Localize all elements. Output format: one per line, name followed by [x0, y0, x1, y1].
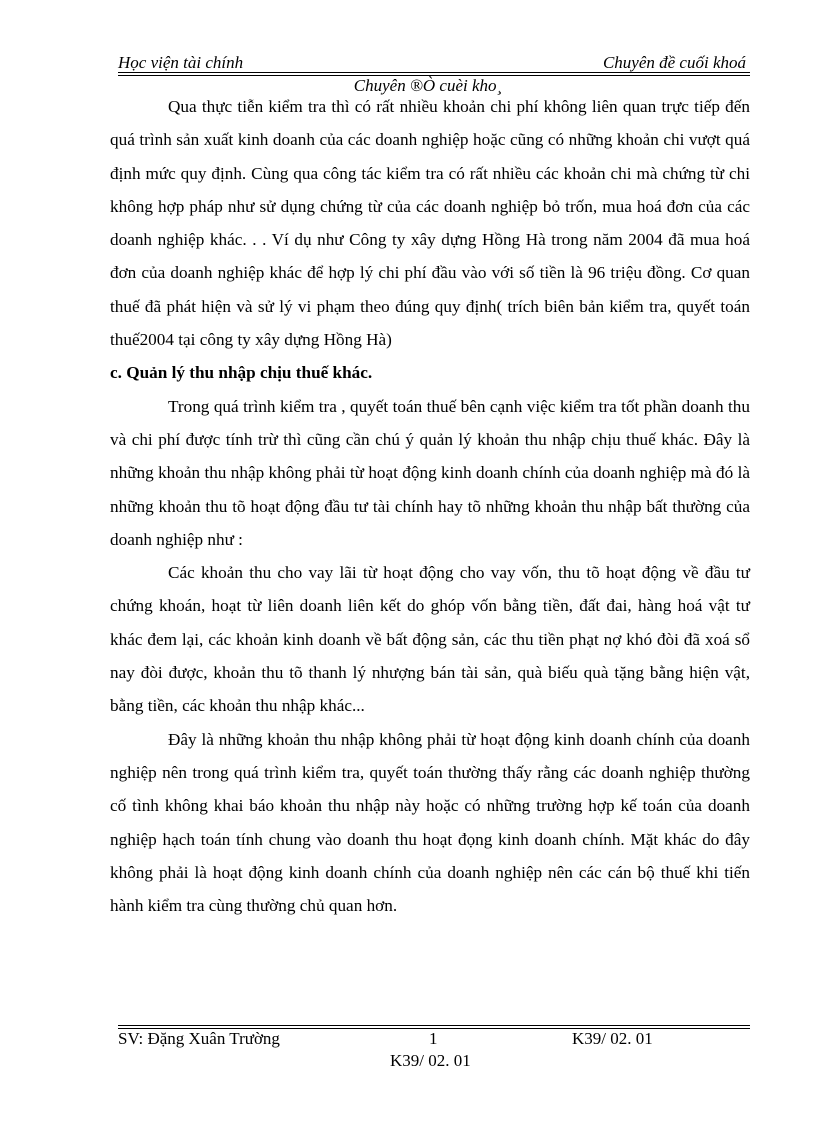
header-document-type: Chuyên đề cuối khoá: [602, 53, 746, 72]
footer-class-code: K39/ 02. 01: [572, 1029, 653, 1048]
footer-page-number: 1: [429, 1029, 438, 1048]
header-subtitle: Chuyên ®Ò cuèi kho¸: [353, 76, 503, 95]
paragraph-conclusion: Đây là những khoản thu nhập không phải từ hoạt động kinh doanh chính của doanh nghiệp nên trong quá trình kiểm tra, quyết toán thường thấy rằng các doanh nghiệp thường cố tình không khai báo khoản thu nhập này hoặc có những trường hợp kế toán của doanh nghiệp hạch toán tính chung vào doanh thu hoạt đọng kinh doanh chính. Mặt khác do đây không phải là hoạt động kinh doanh chính của doanh nghiệp nên các cán bộ thuế khi tiến hành kiểm tra cùng thường chủ quan hơn.: [110, 729, 750, 916]
footer-rule-thin: [118, 1025, 750, 1026]
paragraph-income-list: Các khoản thu cho vay lãi từ hoạt động cho vay vốn, thu tõ hoạt động về đầu tư chứng khoán, hoạt từ liên doanh liên kết do ghóp vốn bằng tiền, đất đai, hàng hoá vật tư khác đem lại, các khoản kinh doanh về bất động sản, các thu tiền phạt nợ khó đòi đã xoá sổ nay đòi được, khoản thu tõ thanh lý nhượng bán tài sản, quà biếu quà tặng bằng hiện vật, bằng tiền, các khoản thu nhập khác...: [110, 563, 750, 716]
header-institution: Học viện tài chính: [118, 53, 244, 72]
document-body: [110, 90, 750, 922]
footer-student-name: SV: Đặng Xuân Trường: [118, 1029, 280, 1048]
section-heading: c. Quản lý thu nhập chịu thuế khác.: [110, 363, 373, 383]
page-header: [118, 53, 750, 73]
paragraph-expenses: Qua thực tiễn kiểm tra thì có rất nhiều khoản chi phí không liên quan trực tiếp đến quá trình sản xuất kinh doanh của các doanh nghiệp hoặc cũng có những khoản chi vượt quá định mức quy định. Cùng qua công tác kiểm tra có rất nhiều các khoản chi mà chứng từ chi không hợp pháp như sử dụng chứng từ của các doanh nghiệp bỏ trốn, mua hoá đơn của các doanh nghiệp khác. . . Ví dụ như Công ty xây dựng Hồng Hà trong năm 2004 đã mua hoá đơn của doanh nghiệp khác để hợp lý chi phí đầu vào với số tiền là 96 triệu đồng. Cơ quan thuế đã phát hiện và sử lý vi phạm theo đúng quy định( trích biên bản kiểm tra, quyết toán thuế2004 tại công ty xây dựng Hồng Hà): [110, 97, 750, 350]
header-rule-thick: [118, 72, 750, 73]
paragraph-other-income: Trong quá trình kiểm tra , quyết toán thuế bên cạnh việc kiểm tra tốt phần doanh thu và chi phí được tính trừ thì cũng cần chú ý quản lý khoản thu nhập chịu thuế khác. Đây là những khoản thu nhập không phải từ hoạt động kinh doanh chính của doanh nghiệp mà đó là những khoản thu tõ hoạt động đầu tư tài chính hay tõ những khoản thu nhập bất thường của doanh nghiệp như :: [110, 396, 750, 549]
footer-sub-code: K39/ 02. 01: [390, 1051, 471, 1070]
